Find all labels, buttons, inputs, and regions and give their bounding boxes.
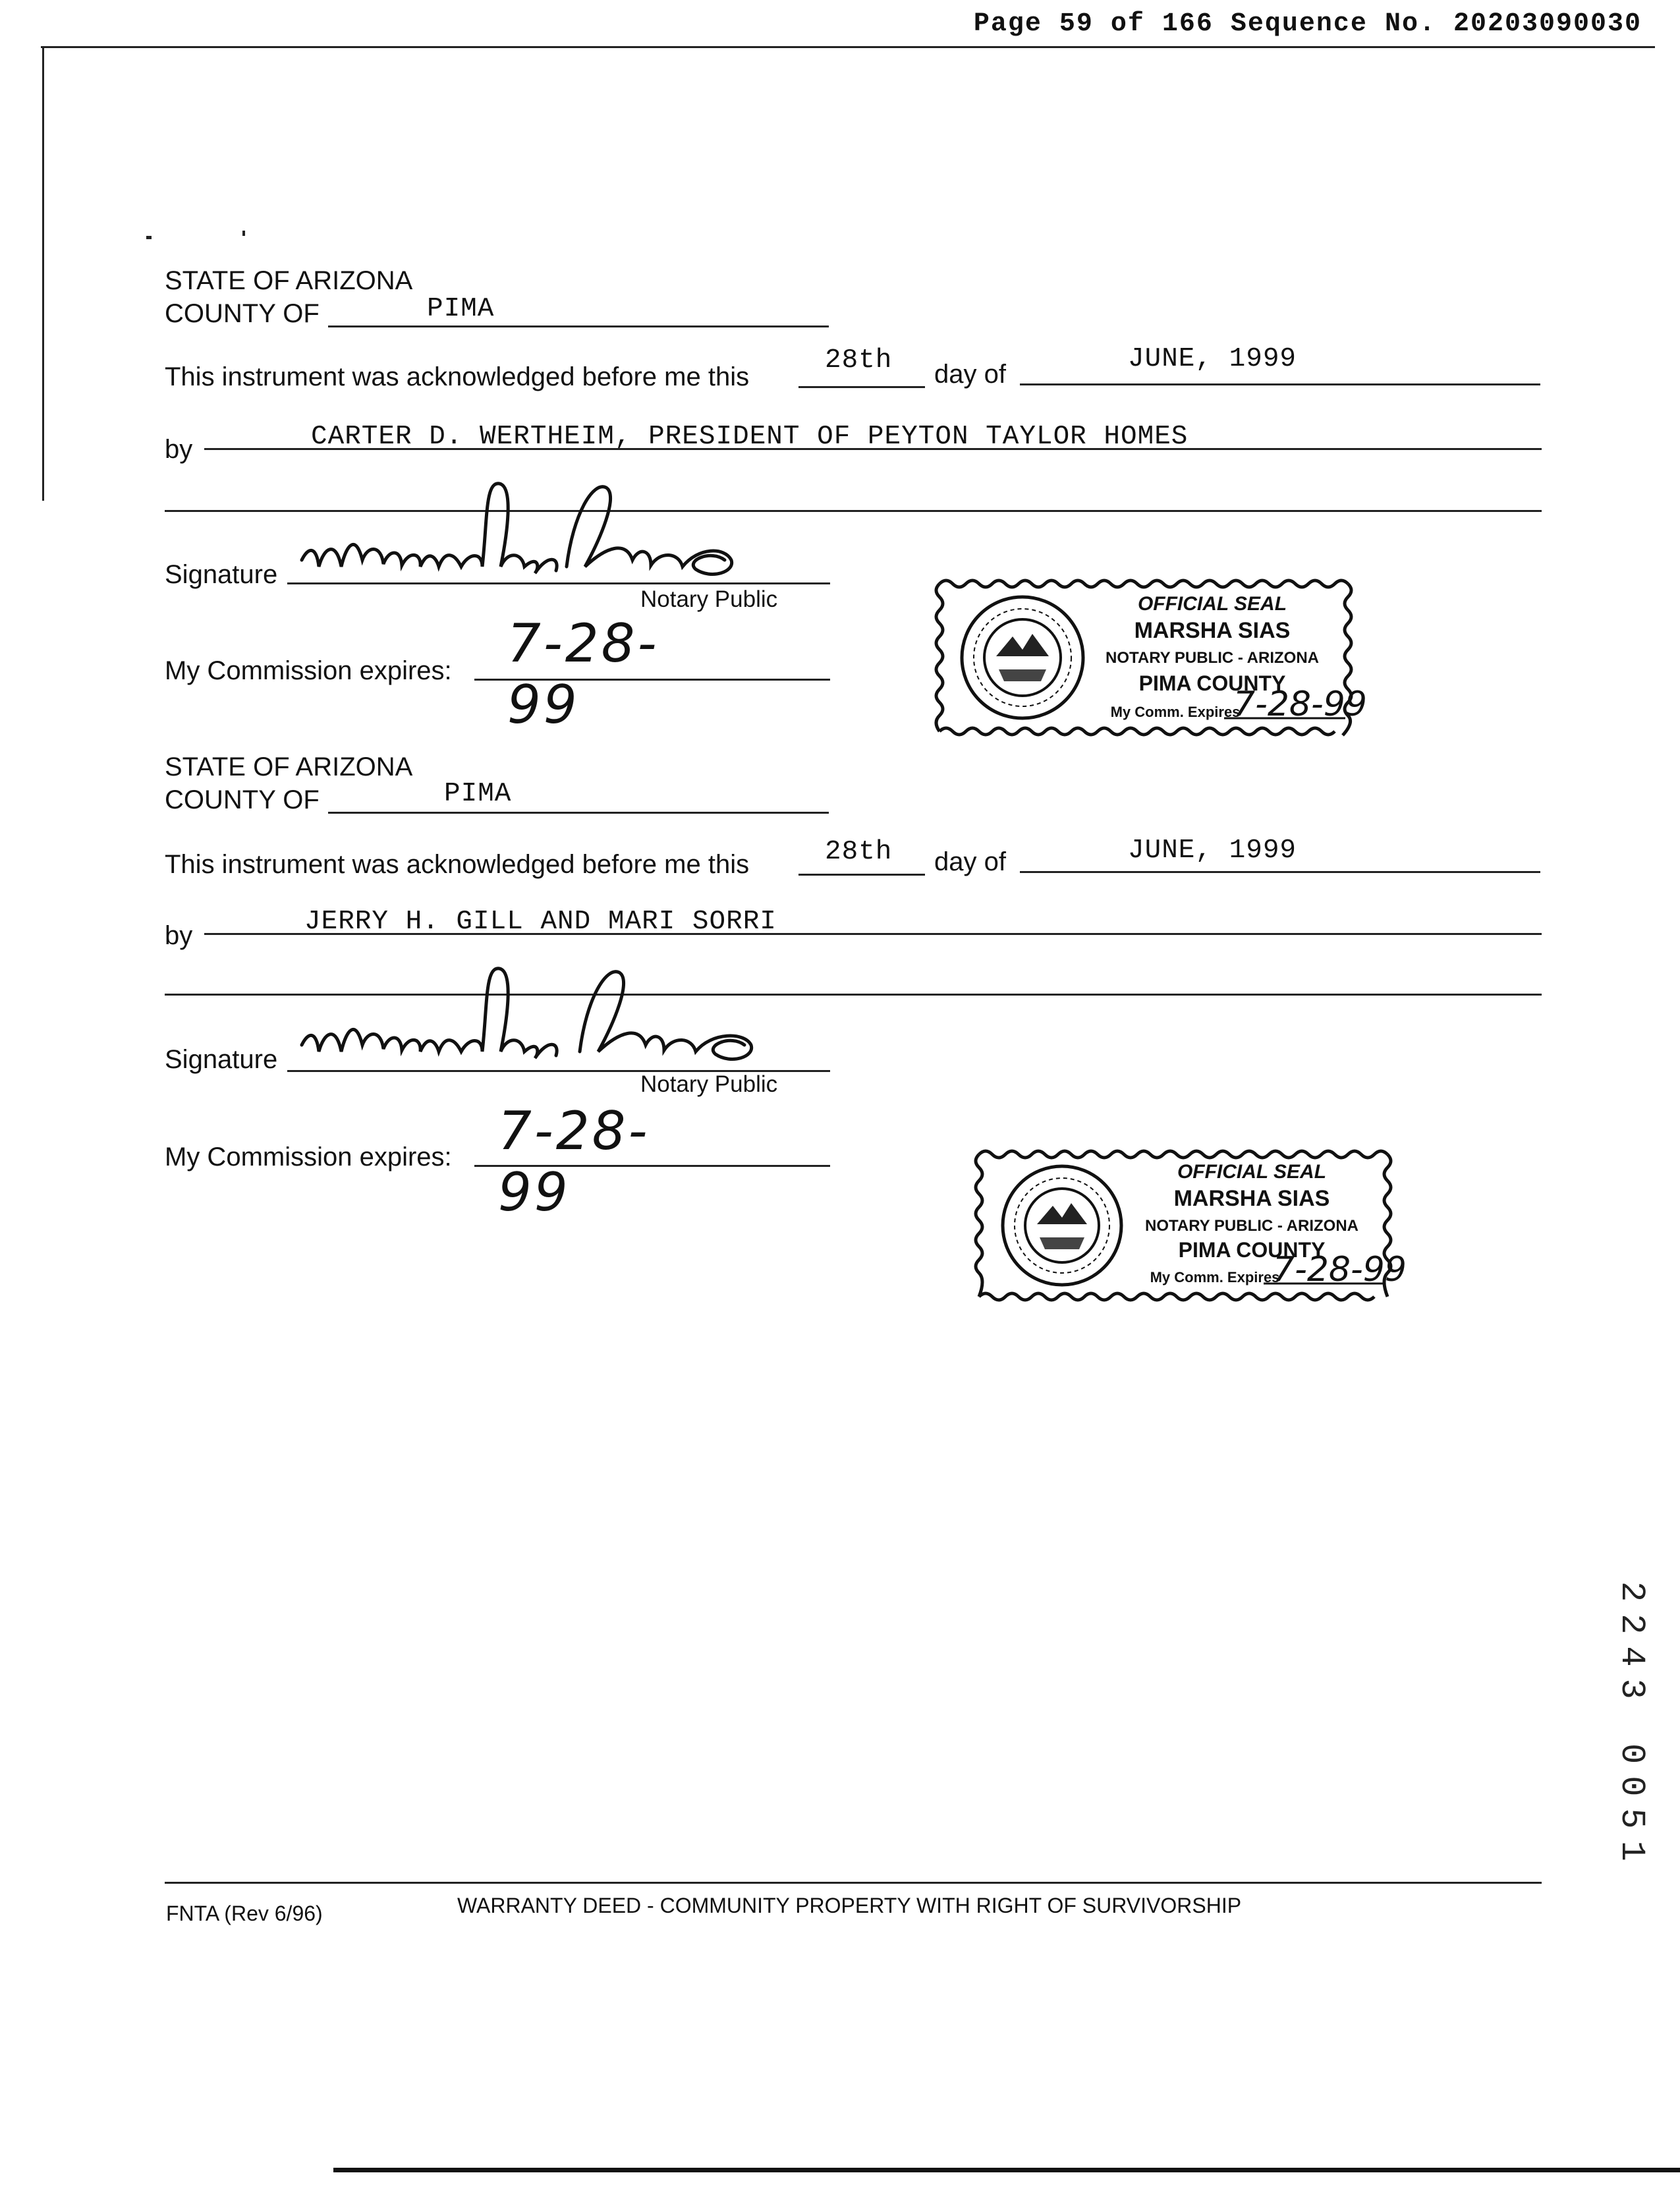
ack-label: This instrument was acknowledged before me this [165,850,750,879]
notary-public-label: Notary Public [640,1071,778,1097]
svg-text:NOTARY PUBLIC - ARIZONA: NOTARY PUBLIC - ARIZONA [1106,649,1319,667]
svg-text:PIMA COUNTY: PIMA COUNTY [1178,1238,1326,1262]
form-number: FNTA (Rev 6/96) [166,1902,323,1925]
bottom-rule [333,2168,1680,2172]
svg-text:MARSHA SIAS: MARSHA SIAS [1173,1186,1330,1211]
header-rule [41,46,1655,48]
by-label: by [165,921,193,950]
day-of-label: day of [934,360,1006,389]
by-label: by [165,435,193,464]
state-seal-emblem [962,597,1083,718]
day-of-label: day of [934,847,1006,876]
side-recording-number: 2243 0051 [1612,1581,1651,1873]
date-value: JUNE, 1999 [1128,835,1297,866]
scan-speck [146,236,152,239]
svg-text:OFFICIAL SEAL: OFFICIAL SEAL [1137,593,1287,615]
commission-value: 7-28-99 [498,1100,650,1223]
notary-seal-stamp [930,571,1367,755]
scan-speck [242,231,245,236]
day-value: 28th [825,837,893,867]
by-value: CARTER D. WERTHEIM, PRESIDENT OF PEYTON TAYLOR HOMES [311,422,1189,452]
date-value: JUNE, 1999 [1128,344,1297,374]
notary-signature [290,468,817,600]
svg-text:7-28-99: 7-28-99 [1233,685,1367,724]
svg-text:7-28-99: 7-28-99 [1273,1250,1407,1289]
county-value: PIMA [444,779,512,809]
by-value: JERRY H. GILL AND MARI SORRI [304,907,777,937]
svg-text:My Comm. Expires: My Comm. Expires [1150,1269,1280,1285]
ack-label: This instrument was acknowledged before me this [165,362,750,391]
county-label: COUNTY OF [165,785,320,814]
signature-label: Signature [165,1045,278,1074]
county-label: COUNTY OF [165,299,320,328]
notary-signature [290,953,843,1085]
notary-public-label: Notary Public [640,586,778,612]
signature-label: Signature [165,560,278,589]
notary-seal-stamp [970,1141,1407,1319]
county-value: PIMA [427,294,495,324]
svg-text:MARSHA SIAS: MARSHA SIAS [1134,618,1291,643]
footer-rule [165,1882,1542,1884]
svg-text:My Comm. Expires: My Comm. Expires [1110,704,1241,720]
state-label: STATE OF ARIZONA [165,266,413,295]
commission-label: My Commission expires: [165,1143,452,1172]
svg-text:PIMA COUNTY: PIMA COUNTY [1138,671,1286,695]
day-value: 28th [825,345,893,376]
svg-text:OFFICIAL SEAL: OFFICIAL SEAL [1177,1161,1327,1183]
left-margin-rule [42,46,44,501]
page-header: Page 59 of 166 Sequence No. 20203090030 [973,9,1642,39]
document-title: WARRANTY DEED - COMMUNITY PROPERTY WITH RIGHT OF SURVIVORSHIP [457,1894,1242,1917]
commission-value: 7-28-99 [507,613,659,735]
commission-label: My Commission expires: [165,656,452,685]
svg-text:NOTARY PUBLIC - ARIZONA: NOTARY PUBLIC - ARIZONA [1145,1217,1358,1235]
state-seal-emblem [1003,1166,1121,1285]
state-label: STATE OF ARIZONA [165,752,413,781]
